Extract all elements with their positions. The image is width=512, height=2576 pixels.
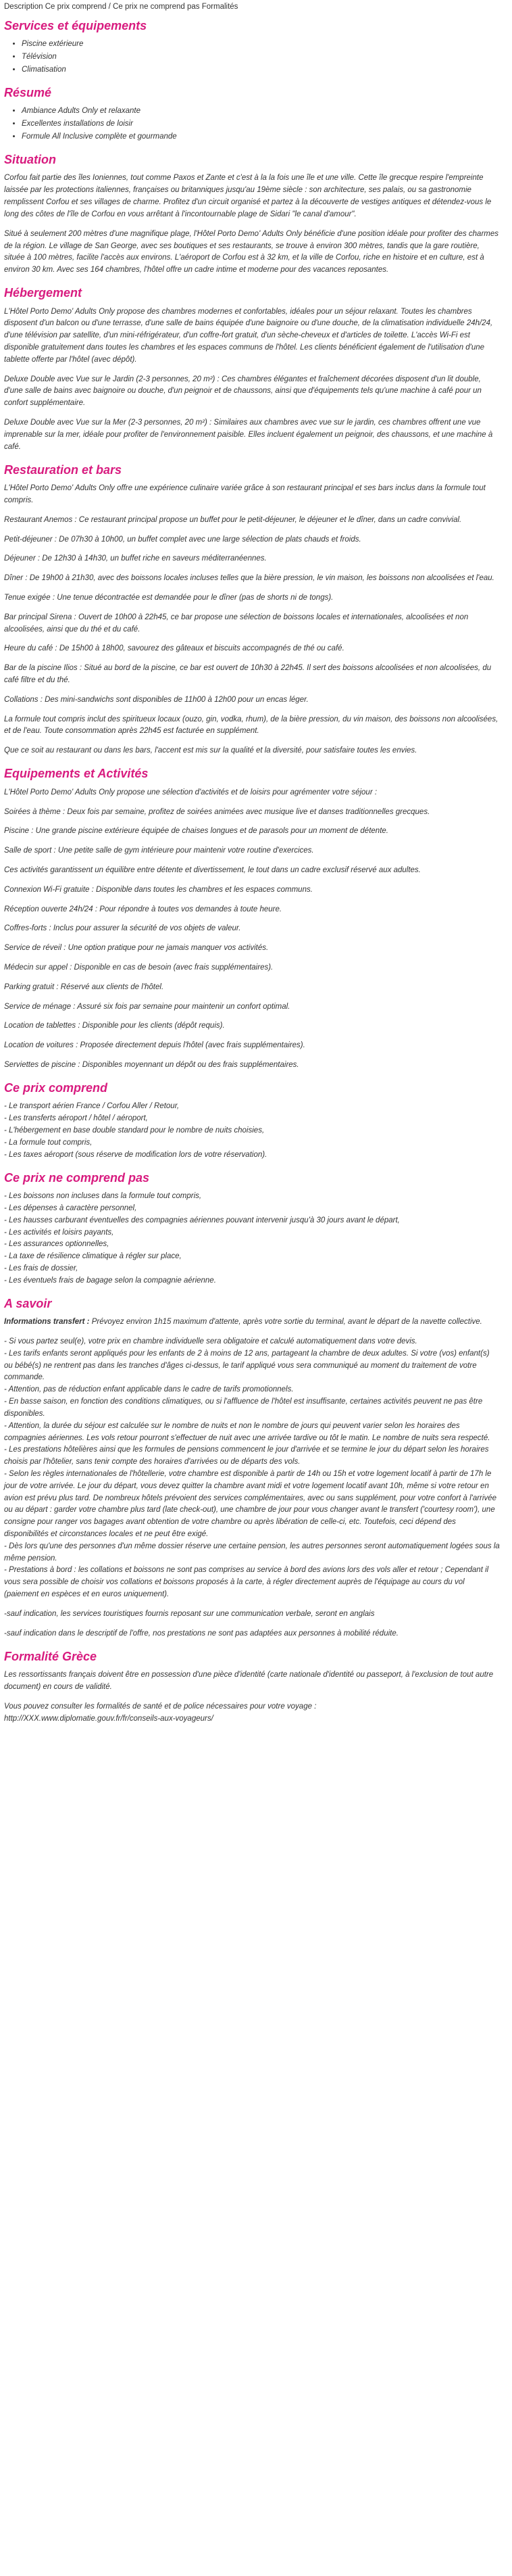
paragraph: Que ce soit au restaurant ou dans les bars, l'accent est mis sur la qualité et la diversité, pour satisfaire toutes les envies. [4, 746, 417, 755]
paragraph: Soirées à thème : Deux fois par semaine, profitez de soirées animées avec musique live et danses traditionnelles grecques. [4, 807, 430, 816]
paragraph: Déjeuner : De 12h30 à 14h30, un buffet riche en saveurs méditerranéennes. [4, 554, 267, 563]
paragraph: Réception ouverte 24h/24 : Pour répondre à toutes vos demandes à toute heure. [4, 905, 282, 913]
breadcrumb: Description Ce prix comprend / Ce prix ne comprend pas Formalités [4, 3, 238, 11]
list-item: - Les taxes aéroport (sous réserve de modification lors de votre réservation). [4, 1150, 267, 1159]
list-item: - Si vous partez seul(e), votre prix en chambre individuelle sera obligatoire et calculé automatiquement dans votre devis. [4, 1337, 417, 1346]
paragraph: Situé à seulement 200 mètres d'une magnifique plage, l'Hôtel Porto Demo' Adults Only bénéficie d'une position idéale pour profiter des charmes de la région. Le village de San George, avec ses boutiques et ses restaurants, se trouve à environ 300 mètres, tandis que la gare routière, située à 100 mètres, facilite l'accès aux environs. L'aéroport de Corfou est à 32 km, et la ville de Corfou, riche en histoire et en culture, est à environ 30 km. Avec ses 164 chambres, l'hôtel offre un cadre intime et moderne pour des vacances reposantes. [4, 229, 498, 275]
list-item: • Piscine extérieure [22, 39, 500, 51]
list-item: - Les frais de dossier, [4, 1264, 78, 1272]
a-savoir-list [4, 1336, 500, 1601]
paragraph: Location de tablettes : Disponible pour les clients (dépôt requis). [4, 1022, 225, 1030]
paragraph: Heure du café : De 15h00 à 18h00, savourez des gâteaux et biscuits accompagnés de thé ou café. [4, 644, 344, 653]
ne-comprend-list [4, 1191, 500, 1287]
paragraph: Deluxe Double avec Vue sur la Mer (2-3 personnes, 20 m²) : Similaires aux chambres avec vue sur le jardin, ces chambres offrent une vue imprenable sur la mer, idéale pour profiter de l'environnement paisible. Elles incluent également un peignoir, des chaussons, et une machine à café. [4, 419, 493, 451]
section-title-equipements: Equipements et Activités [4, 767, 149, 781]
list-item: - La formule tout compris, [4, 1138, 93, 1147]
list-item: • Formule All Inclusive complète et gourmande [22, 131, 500, 143]
list-item: • Excellentes installations de loisir [22, 118, 500, 130]
paragraph: Location de voitures : Proposée directement depuis l'hôtel (avec frais supplémentaires). [4, 1041, 305, 1050]
section-title-situation: Situation [4, 152, 56, 166]
list-item: - Les dépenses à caractère personnel, [4, 1203, 137, 1212]
section-title-formalite: Formalité Grèce [4, 1649, 97, 1663]
paragraph: Dîner : De 19h00 à 21h30, avec des boissons locales incluses telles que la bière pression, le vin maison, les boissons non alcoolisées et l'eau. [4, 574, 494, 583]
paragraph: Service de ménage : Assuré six fois par semaine pour maintenir un confort optimal. [4, 1002, 290, 1011]
paragraph: Connexion Wi-Fi gratuite : Disponible dans toutes les chambres et les espaces communs. [4, 885, 313, 894]
paragraph: Les ressortissants français doivent être en possession d'une pièce d'identité (carte nationale d'identité ou passeport, à l'exclusion de tout autre document) en cours de validité. [4, 1671, 494, 1691]
list-item: - L'hébergement en base double standard pour le nombre de nuits choisies, [4, 1126, 265, 1135]
list-item: - Attention, pas de réduction enfant applicable dans le cadre de tarifs promotionnels. [4, 1385, 294, 1394]
section-title-hebergement: Hébergement [4, 285, 82, 300]
section-title-ne-comprend: Ce prix ne comprend pas [4, 1170, 150, 1185]
paragraph: L'Hôtel Porto Demo' Adults Only offre une expérience culinaire variée grâce à son restaurant principal et ses bars inclus dans la formule tout compris. [4, 484, 486, 504]
list-item: - Les activités et loisirs payants, [4, 1228, 114, 1237]
list-item: - Dès lors qu'une des personnes d'un même dossier réserve une certaine pension, les autres personnes seront automatiquement logées sous la même pension. [4, 1542, 500, 1563]
paragraph: L'Hôtel Porto Demo' Adults Only propose des chambres modernes et confortables, idéales pour un séjour relaxant. Toutes les chambres disposent d'un balcon ou d'une terrasse, d'une salle de bains équipée d'une baignoire ou d'une douche, de la climatisation individuelle 24h/24, d'une télévision par satellite, d'un mini-réfrigérateur, d'un coffre-fort gratuit, d'un sèche-cheveux et d'articles de toilette. L'accès Wi-Fi est disponible gratuitement dans toutes les chambres et les espaces communs de l'hôtel. Les clients bénéficient également de l'utilisation d'une tablette offerte par l'hôtel (avec dépôt). [4, 307, 493, 364]
list-item: • Télévision [22, 51, 500, 64]
paragraph: Vous pouvez consulter les formalités de santé et de police nécessaires pour votre voyage : [4, 1702, 317, 1711]
paragraph: Restaurant Anemos : Ce restaurant principal propose un buffet pour le petit-déjeuner, le déjeuner et le dîner, dans un cadre convivial. [4, 515, 462, 524]
list-item: - La taxe de résilience climatique à régler sur place, [4, 1252, 182, 1261]
paragraph: Coffres-forts : Inclus pour assurer la sécurité de vos objets de valeur. [4, 924, 241, 933]
note: -sauf indication dans le descriptif de l'offre, nos prestations ne sont pas adaptées aux personnes à mobilité réduite. [4, 1629, 399, 1638]
paragraph: L'Hôtel Porto Demo' Adults Only propose une sélection d'activités et de loisirs pour agrémenter votre séjour : [4, 788, 378, 796]
paragraph: Tenue exigée : Une tenue décontractée est demandée pour le dîner (pas de shorts ni de tongs). [4, 593, 334, 602]
paragraph: La formule tout compris inclut des spiritueux locaux (ouzo, gin, vodka, rhum), de la bière pression, du vin maison, des boissons non alcoolisées, et de l'eau. Toute consommation après 22h45 est facturée en supplément. [4, 715, 498, 736]
section-title-a-savoir: A savoir [4, 1296, 52, 1310]
note: -sauf indication, les services touristiques fournis reposant sur une communication verbale, seront en anglais [4, 1609, 375, 1618]
list-item: - Les assurances optionnelles, [4, 1240, 109, 1249]
transfer-info-label: Informations transfert : [4, 1318, 90, 1327]
paragraph: Deluxe Double avec Vue sur le Jardin (2-3 personnes, 20 m²) : Ces chambres élégantes et fraîchement décorées disposent d'un lit double, d'une salle de bains avec baignoire ou douche, d'un peignoir et de chaussons, ainsi que d'équipements tels qu'une machine à café pour un confort supplémentaire. [4, 375, 482, 408]
paragraph: Service de réveil : Une option pratique pour ne jamais manquer vos activités. [4, 944, 269, 953]
section-title-resume: Résumé [4, 85, 52, 99]
section-title-comprend: Ce prix comprend [4, 1080, 108, 1095]
list-item: - Les prestations hôtelières ainsi que les formules de pensions commencent le jour d'arrivée et se termine le jour du départ selon les horaires choisis par l'hôtelier, sans tenir compte des horaires d'arrivées ou de départs des vols. [4, 1446, 489, 1466]
paragraph: Parking gratuit : Réservé aux clients de l'hôtel. [4, 982, 164, 991]
transfer-info-text: Prévoyez environ 1h15 maximum d'attente, après votre sortie du terminal, avant le départ de la navette collective. [89, 1318, 482, 1327]
list-item: • Ambiance Adults Only et relaxante [22, 105, 500, 118]
list-item: - Selon les règles internationales de l'hôtellerie, votre chambre est disponible à partir de 14h ou 15h et votre logement locatif à partir de 17h le jour de votre arrivée. Le jour du départ, vous devez quitter la chambre avant midi et votre logement locatif avant 10h, même si votre retour en avion est prévu plus tard. De nombreux hôtels prévoient des services complémentaires, avec ou sans supplément, pour votre confort à l'arrivée ou au départ : garder votre chambre plus tard (late check-out), une chambre de jour pour vous changer avant le transfert ('courtesy room'), une consigne pour ranger vos bagages avant obtention de votre chambre ou après libération de celle-ci, etc. Toutefois, ceci dépend des disponibilités et circonstances locales et ne peut être exigé. [4, 1469, 496, 1539]
paragraph: Piscine : Une grande piscine extérieure équipée de chaises longues et de parasols pour un moment de détente. [4, 827, 388, 836]
transfer-info [4, 1316, 500, 1329]
diplomatie-link[interactable]: http://XXX.www.diplomatie.gouv.fr/fr/conseils-aux-voyageurs/ [4, 1714, 213, 1723]
list-item: • Climatisation [22, 64, 500, 76]
list-item: - Les boissons non incluses dans la formule tout compris, [4, 1192, 202, 1201]
list-item: - Les transferts aéroport / hôtel / aéroport, [4, 1114, 148, 1123]
formalite-links [4, 1701, 500, 1725]
paragraph: Ces activités garantissent un équilibre entre détente et divertissement, le tout dans un cadre exclusif réservé aux adultes. [4, 865, 421, 874]
resume-list [4, 105, 500, 143]
services-list [4, 39, 500, 76]
list-item: - En basse saison, en fonction des conditions climatiques, ou si l'affluence de l'hôtel est insuffisante, certaines activités peuvent ne pas être disponibles. [4, 1398, 483, 1418]
paragraph: Petit-déjeuner : De 07h30 à 10h00, un buffet complet avec une large sélection de plats chauds et froids. [4, 535, 361, 544]
section-title-services: Services et équipements [4, 18, 147, 32]
section-title-restauration: Restauration et bars [4, 462, 122, 477]
paragraph: Corfou fait partie des îles Ioniennes, tout comme Paxos et Zante et c'est à la la fois une île et une ville. Cette île grecque respire l'empreinte laissée par les protections italiennes, françaises ou britanniques jusqu'au 19ème siècle : son architecture, ses palais, ou sa gastronomie remplissent Corfou et ses villages de charme. Profitez d'un circuit organisé et partez à la découverte de vestiges antiques et détendez-vous le long des côtes de l'île de Corfou en vous arrêtant à l'incontournable plage de Sidari "le canal d'amour". [4, 174, 492, 218]
paragraph: Médecin sur appel : Disponible en cas de besoin (avec frais supplémentaires). [4, 963, 274, 972]
paragraph: Collations : Des mini-sandwichs sont disponibles de 11h00 à 12h00 pour un encas léger. [4, 695, 309, 704]
paragraph: Bar de la piscine Ilios : Situé au bord de la piscine, ce bar est ouvert de 10h30 à 22h45. Il sert des boissons alcoolisées et non alcoolisées, du café filtre et du thé. [4, 664, 492, 685]
paragraph: Bar principal Sirena : Ouvert de 10h00 à 22h45, ce bar propose une sélection de boissons locales et internationales, alcoolisées et non alcoolisées, ainsi que du thé et du café. [4, 613, 469, 634]
list-item: - Les hausses carburant éventuelles des compagnies aériennes pouvant intervenir jusqu'à 30 jours avant le départ, [4, 1216, 400, 1224]
paragraph: Salle de sport : Une petite salle de gym intérieure pour maintenir votre routine d'exercices. [4, 846, 314, 855]
paragraph: Serviettes de piscine : Disponibles moyennant un dépôt ou des frais supplémentaires. [4, 1061, 299, 1070]
list-item: - Prestations à bord : les collations et boissons ne sont pas comprises au service à bord des avions lors des vols aller et retour ; Cependant il vous sera possible de choisir vos collations et boissons proposés à la carte, à régler directement auprès de l'équipage au cours du vol (paiement en espèces et en euros uniquement). [4, 1566, 489, 1599]
list-item: - Le transport aérien France / Corfou Aller / Retour, [4, 1102, 180, 1111]
list-item: - Attention, la durée du séjour est calculée sur le nombre de nuits et non le nombre de jours qui peuvent varier selon les horaires des compagnies aériennes. Les vols retour pourront s'effectuer de nuit avec une arrivée tardive ou tôt le matin. Le nombre de nuits sera respecté. [4, 1421, 490, 1442]
comprend-list [4, 1101, 500, 1161]
list-item: - Les éventuels frais de bagage selon la compagnie aérienne. [4, 1276, 216, 1285]
list-item: - Les tarifs enfants seront appliqués pour les enfants de 2 à moins de 12 ans, partageant la chambre de deux adultes. Si votre (vos) enfant(s) ou bébé(s) ne rentrent pas dans les tranches d'âges ci-dessus, le tarif appliqué vous sera communiqué au moment du traitement de votre commande. [4, 1349, 490, 1382]
